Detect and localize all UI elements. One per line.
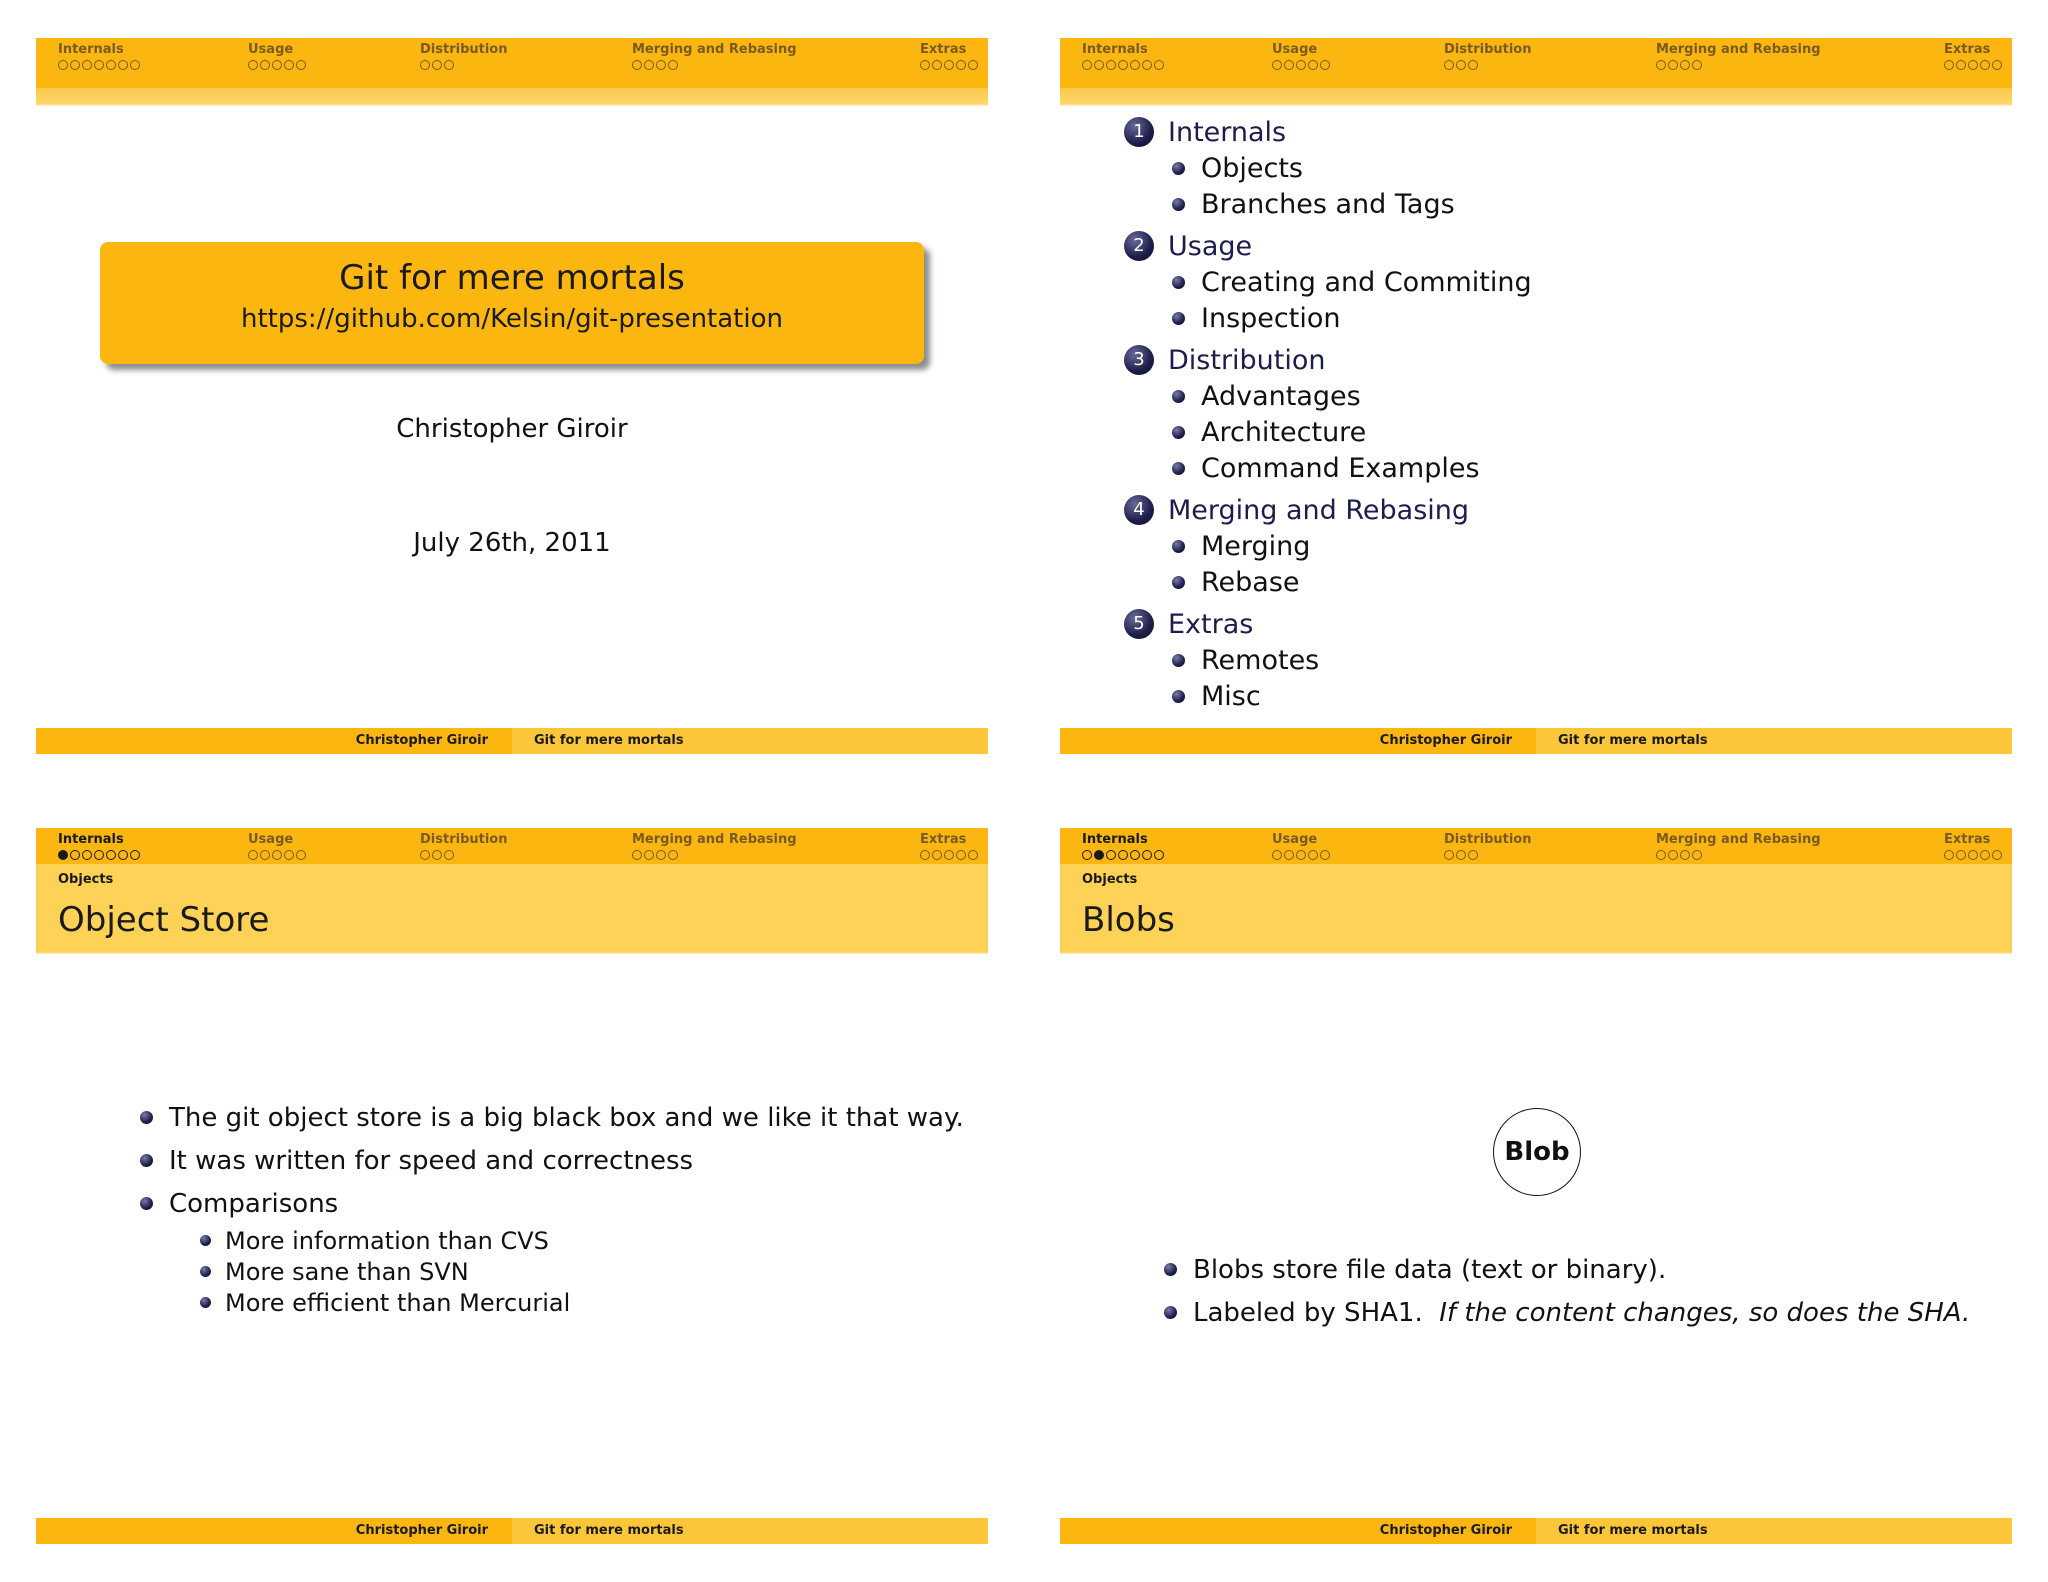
bullet-list: [140, 1096, 964, 1318]
nav-internals[interactable]: Internals: [1082, 42, 1164, 70]
presentation-title: Git for mere mortals: [339, 258, 685, 298]
bullet-list: [1164, 1248, 1970, 1334]
nav-dot-icon[interactable]: [1272, 60, 1282, 70]
nav-dot-icon[interactable]: [1468, 60, 1478, 70]
toc-section-merging[interactable]: 4 Merging and Rebasing: [1124, 492, 1532, 528]
list-item: The git object store is a big black box and we like it that way.: [140, 1096, 964, 1139]
nav-usage[interactable]: Usage: [1272, 832, 1330, 860]
section-number-icon: 2: [1124, 231, 1154, 261]
bullet-icon: [1172, 390, 1185, 403]
toc-subsection[interactable]: Inspection: [1124, 300, 1532, 336]
frame-title: Object Store: [58, 900, 270, 940]
section-number-icon: 1: [1124, 117, 1154, 147]
footer-title: Git for mere mortals: [512, 1518, 988, 1544]
bullet-icon: [1172, 312, 1185, 325]
nav-dot-icon[interactable]: [106, 60, 116, 70]
list-item: Blobs store file data (text or binary).: [1164, 1248, 1970, 1291]
nav-dot-icon[interactable]: [296, 850, 306, 860]
footer-author: Christopher Giroir: [36, 1518, 512, 1544]
toc-section-usage[interactable]: 2 Usage: [1124, 228, 1532, 264]
nav-dot-icon[interactable]: [1154, 850, 1164, 860]
title-box: [100, 242, 924, 364]
bullet-icon: [1172, 690, 1185, 703]
nav-dot-icon[interactable]: [632, 850, 642, 860]
toc-subsection[interactable]: Creating and Commiting: [1124, 264, 1532, 300]
nav-dot-icon[interactable]: [644, 60, 654, 70]
nav-dot-icon[interactable]: [1082, 850, 1092, 860]
nav-dot-icon[interactable]: [420, 60, 430, 70]
nav-dot-icon[interactable]: [644, 850, 654, 860]
nav-dot-icon[interactable]: [1456, 850, 1466, 860]
bullet-icon: [140, 1154, 153, 1167]
nav-dot-icon[interactable]: [920, 850, 930, 860]
presentation-date: July 26th, 2011: [413, 528, 611, 558]
nav-dot-icon[interactable]: [1968, 60, 1978, 70]
toc-subsection[interactable]: Misc: [1124, 678, 1532, 714]
sub-list-item: More information than CVS: [140, 1225, 964, 1256]
bullet-icon: [1164, 1263, 1177, 1276]
presentation-author: Christopher Giroir: [396, 414, 628, 444]
nav-dot-icon[interactable]: [94, 850, 104, 860]
nav-dot-icon[interactable]: [444, 60, 454, 70]
nav-dot-icon[interactable]: [432, 60, 442, 70]
nav-dot-icon[interactable]: [1992, 60, 2002, 70]
nav-merging[interactable]: Merging and Rebasing: [1656, 42, 1821, 70]
nav-dot-icon[interactable]: [1320, 850, 1330, 860]
nav-dot-icon[interactable]: [94, 60, 104, 70]
footer-title: Git for mere mortals: [512, 728, 988, 754]
toc-subsection[interactable]: Remotes: [1124, 642, 1532, 678]
nav-merging[interactable]: Merging and Rebasing: [632, 832, 797, 860]
nav-distribution[interactable]: Distribution: [1444, 42, 1531, 70]
footer-title: Git for mere mortals: [1536, 728, 2012, 754]
nav-distribution[interactable]: Distribution: [420, 832, 507, 860]
nav-dot-icon[interactable]: [932, 850, 942, 860]
nav-dot-icon[interactable]: [1154, 60, 1164, 70]
nav-internals[interactable]: Internals: [1082, 832, 1164, 860]
nav-dot-icon[interactable]: [1656, 850, 1666, 860]
nav-dot-icon[interactable]: [1456, 60, 1466, 70]
sub-list-item: More sane than SVN: [140, 1256, 964, 1287]
nav-dot-icon[interactable]: [656, 60, 666, 70]
nav-dot-icon[interactable]: [296, 60, 306, 70]
footer-author: Christopher Giroir: [36, 728, 512, 754]
nav-dot-icon[interactable]: [1444, 60, 1454, 70]
nav-dot-icon[interactable]: [1130, 850, 1140, 860]
footer: [1060, 1518, 2012, 1544]
nav-dot-icon[interactable]: [58, 850, 68, 860]
nav-header: [36, 38, 988, 106]
nav-dot-icon[interactable]: [70, 60, 80, 70]
toc-subsection[interactable]: Architecture: [1124, 414, 1532, 450]
nav-dot-icon[interactable]: [70, 850, 80, 860]
nav-dot-icon[interactable]: [106, 850, 116, 860]
bullet-icon: [1172, 198, 1185, 211]
toc-subsection[interactable]: Advantages: [1124, 378, 1532, 414]
bullet-icon: [1172, 162, 1185, 175]
nav-merging[interactable]: Merging and Rebasing: [1656, 832, 1821, 860]
nav-distribution[interactable]: Distribution: [420, 42, 507, 70]
presentation-url[interactable]: https://github.com/Kelsin/git-presentation: [241, 304, 783, 334]
toc-section-extras[interactable]: 5 Extras: [1124, 606, 1532, 642]
nav-dot-icon[interactable]: [1692, 850, 1702, 860]
nav-dot-icon[interactable]: [432, 850, 442, 860]
footer: [36, 728, 988, 754]
nav-dot-icon[interactable]: [118, 60, 128, 70]
nav-dot-icon[interactable]: [1956, 850, 1966, 860]
toc-section-distribution[interactable]: 3 Distribution: [1124, 342, 1532, 378]
bullet-icon: [140, 1197, 153, 1210]
nav-dot-icon[interactable]: [920, 60, 930, 70]
nav-dot-icon[interactable]: [118, 850, 128, 860]
bullet-icon: [1172, 426, 1185, 439]
nav-dot-icon[interactable]: [1668, 60, 1678, 70]
nav-dot-icon[interactable]: [420, 850, 430, 860]
nav-dot-icon[interactable]: [1094, 60, 1104, 70]
bullet-icon: [1164, 1306, 1177, 1319]
bullet-icon: [1172, 276, 1185, 289]
subsection-label: Objects: [1082, 872, 1138, 887]
nav-internals[interactable]: Internals: [58, 42, 140, 70]
nav-dot-icon[interactable]: [1980, 60, 1990, 70]
toc-subsection[interactable]: Merging: [1124, 528, 1532, 564]
bullet-icon: [200, 1235, 211, 1246]
nav-dot-icon[interactable]: [1944, 850, 1954, 860]
nav-dot-icon[interactable]: [944, 850, 954, 860]
nav-usage[interactable]: Usage: [248, 42, 306, 70]
nav-dot-icon[interactable]: [444, 850, 454, 860]
bullet-icon: [1172, 462, 1185, 475]
nav-dot-icon[interactable]: [272, 850, 282, 860]
nav-dot-icon[interactable]: [284, 850, 294, 860]
bullet-icon: [140, 1111, 153, 1124]
nav-dot-icon[interactable]: [260, 60, 270, 70]
nav-header: [1060, 38, 2012, 106]
nav-dot-icon[interactable]: [956, 850, 966, 860]
bullet-icon: [1172, 654, 1185, 667]
nav-dot-icon[interactable]: [1308, 850, 1318, 860]
subsection-label: Objects: [58, 872, 114, 887]
nav-dot-icon[interactable]: [260, 850, 270, 860]
nav-dot-icon[interactable]: [1094, 850, 1104, 860]
nav-dot-icon[interactable]: [248, 850, 258, 860]
nav-dot-icon[interactable]: [1692, 60, 1702, 70]
nav-dot-icon[interactable]: [1284, 850, 1294, 860]
sub-list-item: More efficient than Mercurial: [140, 1287, 964, 1318]
footer-title: Git for mere mortals: [1536, 1518, 2012, 1544]
toc-section-internals[interactable]: 1 Internals: [1124, 114, 1532, 150]
slide-title: [36, 38, 988, 754]
nav-dot-icon[interactable]: [1680, 850, 1690, 860]
nav-extras[interactable]: Extras: [920, 832, 978, 860]
nav-dot-icon[interactable]: [656, 850, 666, 860]
nav-dot-icon[interactable]: [944, 60, 954, 70]
toc-subsection[interactable]: Rebase: [1124, 564, 1532, 600]
nav-internals[interactable]: Internals: [58, 832, 140, 860]
nav-dot-icon[interactable]: [1956, 60, 1966, 70]
nav-dot-icon[interactable]: [1980, 850, 1990, 860]
bullet-icon: [1172, 540, 1185, 553]
nav-dot-icon[interactable]: [1656, 60, 1666, 70]
nav-dot-icon[interactable]: [130, 850, 140, 860]
nav-dot-icon[interactable]: [284, 60, 294, 70]
nav-dot-icon[interactable]: [1284, 60, 1294, 70]
nav-dot-icon[interactable]: [248, 60, 258, 70]
slide-blobs: [1060, 828, 2012, 1544]
toc-subsection[interactable]: Branches and Tags: [1124, 186, 1532, 222]
nav-distribution[interactable]: Distribution: [1444, 832, 1531, 860]
nav-dot-icon[interactable]: [1118, 850, 1128, 860]
bullet-icon: [200, 1266, 211, 1277]
nav-dot-icon[interactable]: [956, 60, 966, 70]
list-item: Labeled by SHA1. If the content changes, so does the SHA.: [1164, 1291, 1970, 1334]
nav-extras[interactable]: Extras: [920, 42, 978, 70]
list-item: Comparisons: [140, 1182, 964, 1225]
nav-dot-icon[interactable]: [82, 850, 92, 860]
section-number-icon: 5: [1124, 609, 1154, 639]
nav-dot-icon[interactable]: [1106, 850, 1116, 860]
frame-title: Blobs: [1082, 900, 1175, 940]
nav-dot-icon[interactable]: [632, 60, 642, 70]
slide-outline: [1060, 38, 2012, 754]
footer: [36, 1518, 988, 1544]
nav-dot-icon[interactable]: [1130, 60, 1140, 70]
toc-subsection[interactable]: Command Examples: [1124, 450, 1532, 486]
nav-dot-icon[interactable]: [1118, 60, 1128, 70]
table-of-contents: [1124, 114, 1532, 714]
nav-usage[interactable]: Usage: [248, 832, 306, 860]
nav-dot-icon[interactable]: [668, 850, 678, 860]
nav-dot-icon[interactable]: [1320, 60, 1330, 70]
footer: [1060, 728, 2012, 754]
footer-author: Christopher Giroir: [1060, 728, 1536, 754]
nav-header: [36, 828, 988, 954]
nav-dot-icon[interactable]: [130, 60, 140, 70]
nav-dot-icon[interactable]: [272, 60, 282, 70]
nav-dot-icon[interactable]: [1296, 60, 1306, 70]
nav-dot-icon[interactable]: [1106, 60, 1116, 70]
nav-dot-icon[interactable]: [1142, 850, 1152, 860]
blob-node: Blob: [1493, 1108, 1581, 1196]
list-item: It was written for speed and correctness: [140, 1139, 964, 1182]
nav-extras[interactable]: Extras: [1944, 42, 2002, 70]
nav-dot-icon[interactable]: [968, 60, 978, 70]
nav-dot-icon[interactable]: [1444, 850, 1454, 860]
nav-dot-icon[interactable]: [1968, 850, 1978, 860]
nav-dot-icon[interactable]: [1272, 850, 1282, 860]
nav-dot-icon[interactable]: [1308, 60, 1318, 70]
toc-subsection[interactable]: Objects: [1124, 150, 1532, 186]
nav-dot-icon[interactable]: [1468, 850, 1478, 860]
nav-dot-icon[interactable]: [1992, 850, 2002, 860]
nav-dot-icon[interactable]: [1680, 60, 1690, 70]
slide-object-store: [36, 828, 988, 1544]
nav-dot-icon[interactable]: [968, 850, 978, 860]
section-number-icon: 4: [1124, 495, 1154, 525]
bullet-icon: [200, 1297, 211, 1308]
nav-dot-icon[interactable]: [82, 60, 92, 70]
nav-dot-icon[interactable]: [1944, 60, 1954, 70]
nav-dot-icon[interactable]: [1082, 60, 1092, 70]
footer-author: Christopher Giroir: [1060, 1518, 1536, 1544]
nav-dot-icon[interactable]: [1668, 850, 1678, 860]
bullet-icon: [1172, 576, 1185, 589]
section-number-icon: 3: [1124, 345, 1154, 375]
nav-dot-icon[interactable]: [668, 60, 678, 70]
nav-dot-icon[interactable]: [1142, 60, 1152, 70]
nav-extras[interactable]: Extras: [1944, 832, 2002, 860]
nav-header: [1060, 828, 2012, 954]
nav-merging[interactable]: Merging and Rebasing: [632, 42, 797, 70]
nav-dot-icon[interactable]: [932, 60, 942, 70]
nav-usage[interactable]: Usage: [1272, 42, 1330, 70]
nav-dot-icon[interactable]: [58, 60, 68, 70]
nav-dot-icon[interactable]: [1296, 850, 1306, 860]
